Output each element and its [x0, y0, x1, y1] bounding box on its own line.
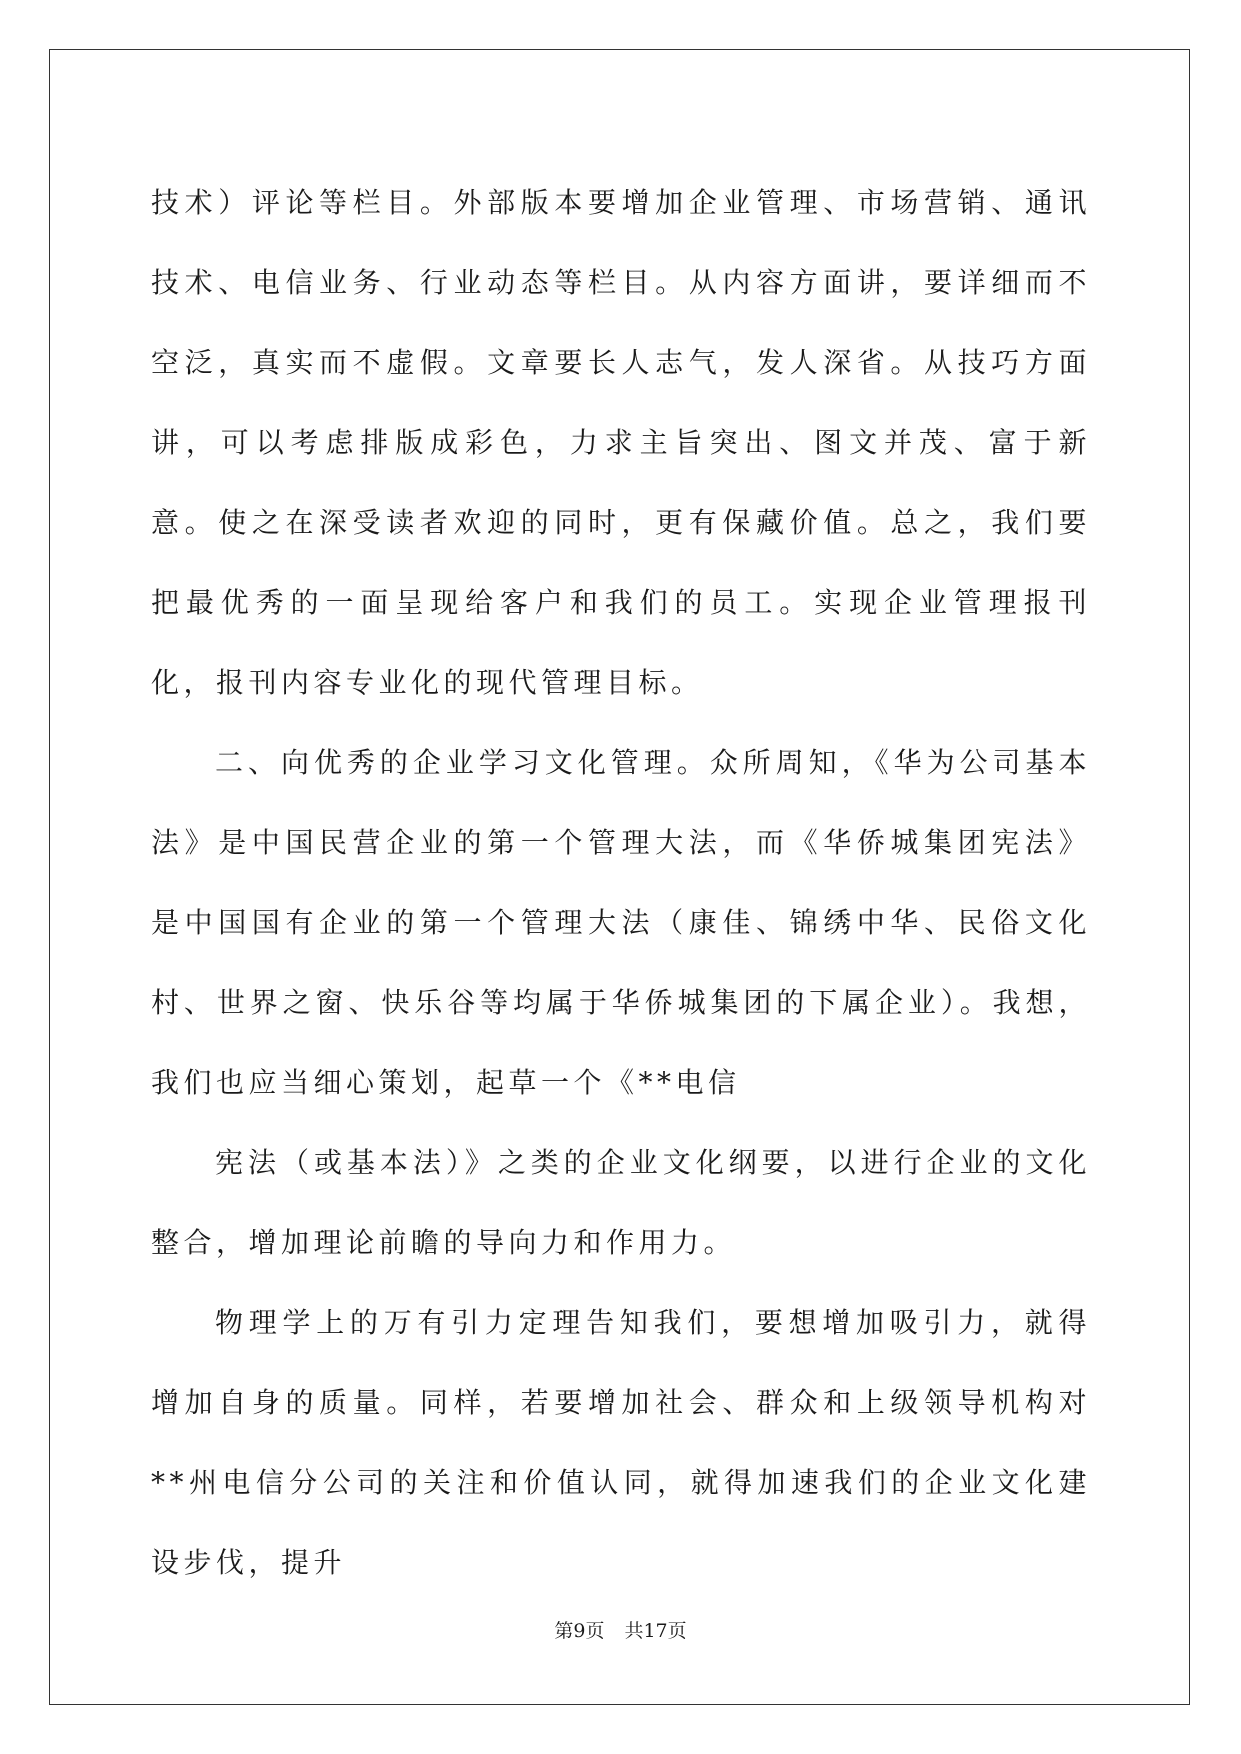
document-body: [151, 163, 1091, 1603]
page-total: 共17页: [624, 1620, 687, 1642]
paragraph-3: 宪法（或基本法）》之类的企业文化纲要，以进行企业的文化整合，增加理论前瞻的导向力和作用力。: [151, 1146, 1091, 1259]
paragraph-1: 技术）评论等栏目。外部版本要增加企业管理、市场营销、通讯技术、电信业务、行业动态等栏目。从内容方面讲，要详细而不空泛，真实而不虚假。文章要长人志气，发人深省。从技巧方面讲，可以考虑排版成彩色，力求主旨突出、图文并茂、富于新意。使之在深受读者欢迎的同时，更有保藏价值。总之，我们要把最优秀的一面呈现给客户和我们的员工。实现企业管理报刊化，报刊内容专业化的现代管理目标。: [151, 186, 1091, 699]
paragraph-2: 二、向优秀的企业学习文化管理。众所周知，《华为公司基本法》是中国民营企业的第一个管理大法，而《华侨城集团宪法》是中国国有企业的第一个管理大法（康佳、锦绣中华、民俗文化村、世界之窗、快乐谷等均属于华侨城集团的下属企业）。我想，我们也应当细心策划，起草一个《**电信: [151, 746, 1091, 1099]
page-number: 第9页: [554, 1620, 605, 1642]
paragraph-4: 物理学上的万有引力定理告知我们，要想增加吸引力，就得增加自身的质量。同样，若要增加社会、群众和上级领导机构对**州电信分公司的关注和价值认同，就得加速我们的企业文化建设步伐，提升: [151, 1306, 1091, 1579]
page-footer: [0, 1618, 1241, 1644]
